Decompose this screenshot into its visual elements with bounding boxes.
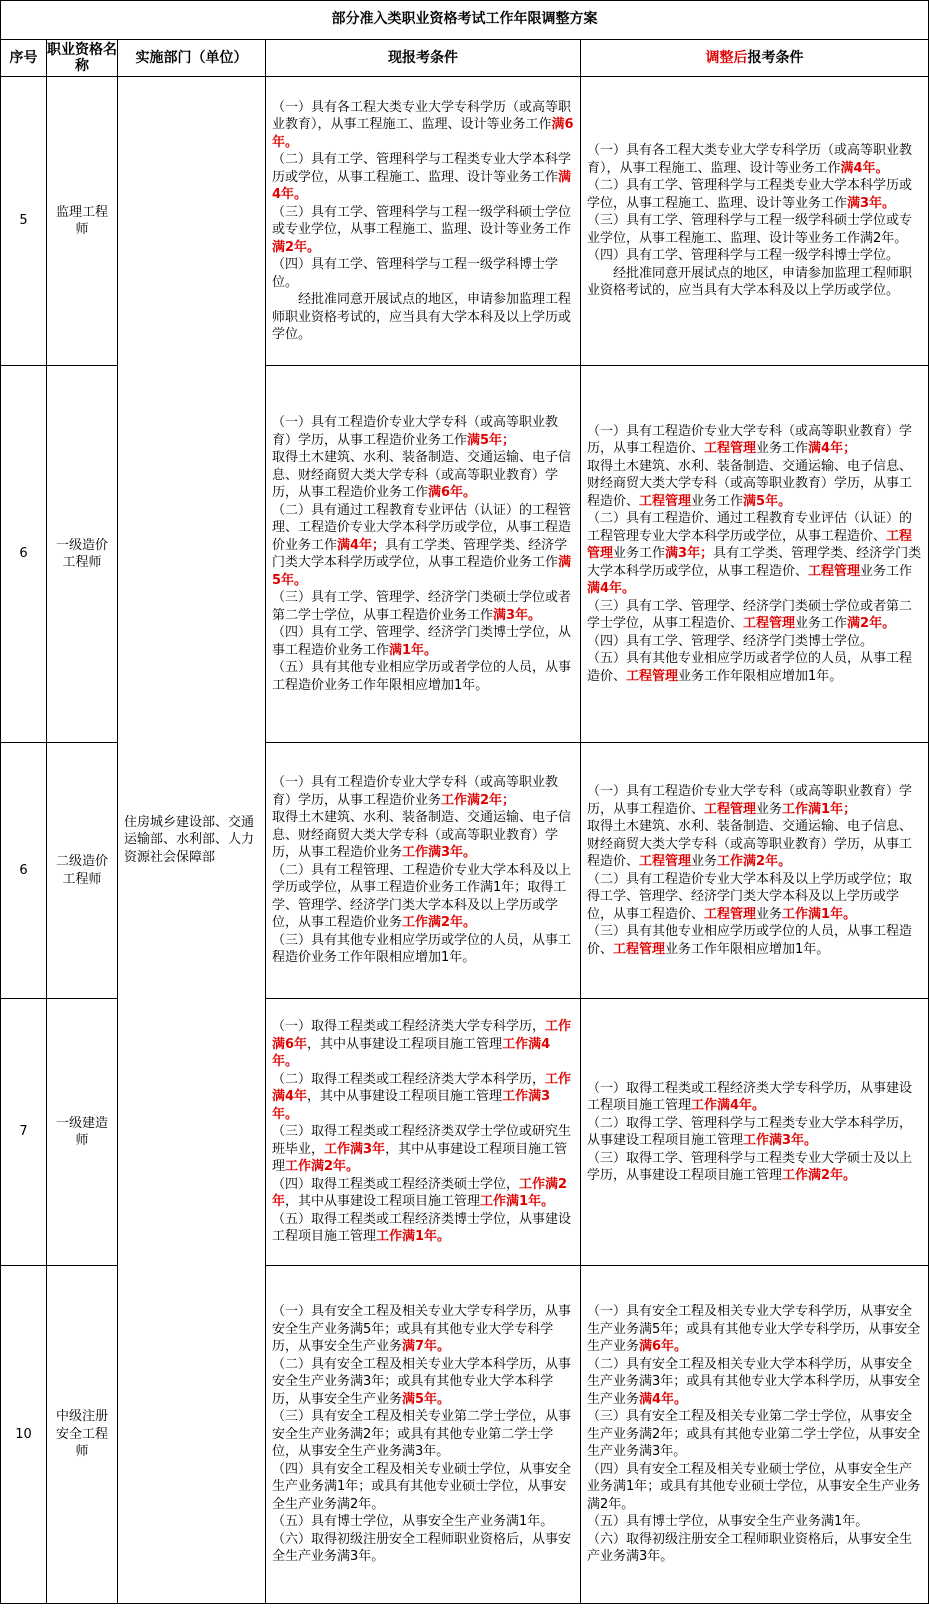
condition-item <box>272 1531 574 1566</box>
condition-item <box>272 449 574 502</box>
current-conditions <box>266 77 581 366</box>
highlighted-text: 工作满1年。 <box>782 906 857 922</box>
condition-text: （一）具有各工程大类专业大学专科学历（或高等职业教育），从事工程施工、监理、设计等业务工作 <box>272 99 572 132</box>
highlighted-text: 满2年。 <box>847 616 896 632</box>
condition-text: （四）取得工程类或工程经济类硕士学位， <box>272 1176 520 1192</box>
condition-text: （三）具有安全工程及相关专业第二学士学位，从事安全生产业务满2年；或具有其他专业第二学士学位，从事安全生产业务满3年。 <box>587 1409 921 1460</box>
highlighted-text: 工程管理 <box>639 493 692 509</box>
condition-item <box>272 1176 574 1211</box>
highlighted-text: 满4年。 <box>840 160 889 176</box>
condition-item <box>587 423 922 458</box>
highlighted-text: 工作满2年。 <box>717 854 792 869</box>
condition-text: 业务工作年限相应增加1年。 <box>678 668 843 684</box>
condition-text: （三）具有安全工程及相关专业第二学士学位，从事安全生产业务满2年；或具有其他专业第二学士学位，从事安全生产业务满3年。 <box>272 1409 572 1460</box>
condition-item <box>272 1303 574 1356</box>
condition-text: ，其中从事建设工程项目施工管理 <box>307 1036 503 1052</box>
condition-item <box>587 1115 922 1150</box>
row-number: 5 <box>1 77 47 366</box>
highlighted-text: 满4年； <box>808 441 857 457</box>
condition-item <box>272 151 574 204</box>
current-conditions <box>266 999 581 1266</box>
condition-text: （一）具有安全工程及相关专业大学专科学历，从事安全生产业务满5年；或具有其他专业大学专科学历，从事安全生产业务 <box>272 1304 572 1355</box>
condition-text: （五）具有其他专业相应学历或者学位的人员，从事工程造价业务工作年限相应增加1年。 <box>272 660 572 693</box>
header-current: 现报考条件 <box>266 40 581 77</box>
condition-text: （二）具有工程造价专业大学本科及以上学历或学位；取得工学、管理学、经济学门类大学本科及以上学历或学位，从事工程造价、 <box>587 871 913 922</box>
condition-item <box>587 923 922 958</box>
qualification-name: 中级注册安全工程师 <box>47 1266 118 1604</box>
condition-item <box>587 1080 922 1115</box>
condition-text: 具有工学类、管理学类、经济学门类大学本科学历或学位，从事工程造价业务工作 <box>272 537 568 570</box>
condition-text: 业务工作 <box>756 441 809 457</box>
condition-text: （三）具有工学、管理学、经济学门类硕士学位或者第二学士学位，从事工程造价业务工作 <box>272 590 572 623</box>
adjusted-conditions <box>581 366 929 743</box>
condition-item <box>272 1071 574 1124</box>
condition-item <box>272 1408 574 1461</box>
condition-text: （二）具有工学、管理科学与工程类专业大学本科学历或学位，从事工程施工、监理、设计等业务工作 <box>272 152 572 185</box>
highlighted-text: 工程管理 <box>704 906 757 922</box>
highlighted-text: 满2年。 <box>272 239 321 255</box>
highlighted-text: 工作满1年。 <box>376 1229 451 1245</box>
highlighted-text: 满4年。 <box>272 169 572 202</box>
condition-item <box>272 99 574 152</box>
condition-item <box>587 1461 922 1514</box>
current-conditions <box>266 366 581 743</box>
highlighted-text: 工作满1年。 <box>480 1194 555 1210</box>
header-dept: 实施部门（单位） <box>118 40 266 77</box>
condition-text: 业务 <box>756 801 783 817</box>
highlighted-text: 满5年。 <box>743 493 792 509</box>
condition-text: 经批准同意开展试点的地区，申请参加监理工程师职业资格考试的，应当具有大学本科及以上学历或学位。 <box>587 265 913 299</box>
condition-text: 业务工作年限相应增加1年。 <box>665 941 830 957</box>
condition-text: （四）具有安全工程及相关专业硕士学位，从事安全生产业务满1年；或具有其他专业硕士学位，从事安全生产业务满2年。 <box>272 1461 572 1512</box>
condition-text: （三）具有其他专业相应学历或学位的人员，从事工程造价、 <box>587 924 913 957</box>
header-seq: 序号 <box>1 40 47 77</box>
condition-text: （一）取得工程类或工程经济类大学专科学历， <box>272 1019 546 1035</box>
condition-text: ，其中从事建设工程项目施工管理 <box>307 1089 503 1105</box>
condition-text: 业务工作 <box>795 616 848 632</box>
highlighted-text: 满4年； <box>337 537 386 553</box>
condition-item <box>272 1211 574 1246</box>
condition-text: （一）具有安全工程及相关专业大学专科学历，从事安全生产业务满5年；或具有其他专业大学专科学历，从事安全生产业务 <box>587 1304 921 1355</box>
condition-text: （一）具有各工程大类专业大学专科学历（或高等职业教育），从事工程施工、监理、设计等业务工作 <box>587 143 913 176</box>
condition-text: （三）具有工学、管理科学与工程一级学科硕士学位或专业学位，从事工程施工、监理、设计等业务工作 <box>272 204 572 237</box>
highlighted-text: 工程管理 <box>613 941 666 957</box>
table-row <box>1 77 929 366</box>
condition-item <box>587 871 922 924</box>
highlighted-text: 满3年。 <box>493 607 542 623</box>
condition-item <box>272 1513 574 1531</box>
highlighted-text: 工作满1年； <box>782 801 857 817</box>
condition-text: 业务工作 <box>613 546 666 562</box>
condition-item <box>587 1531 922 1566</box>
condition-item <box>272 932 574 967</box>
condition-text: （五）取得工程类或工程经济类博士学位，从事建设工程项目施工管理 <box>272 1211 572 1245</box>
condition-text: （一）具有工程造价专业大学专科（或高等职业教育）学历，从事工程造价、 <box>587 784 913 817</box>
header-adjusted <box>581 40 929 77</box>
highlighted-text: 工程管理 <box>639 854 692 869</box>
highlighted-text: 满5年； <box>467 432 516 448</box>
condition-text: （一）取得工程类或工程经济类大学专科学历，从事建设工程项目施工管理 <box>587 1080 913 1113</box>
condition-text: （四）具有安全工程及相关专业硕士学位，从事安全生产业务满1年；或具有其他专业硕士学位，从事安全生产业务满2年。 <box>587 1461 921 1512</box>
condition-text: 取得土木建筑、水利、装备制造、交通运输、电子信息、财经商贸大类大学专科（或高等职业教育）学历，从事工程造价业务 <box>272 810 572 861</box>
condition-item <box>587 510 922 598</box>
highlighted-text: 工程管理 <box>587 528 913 562</box>
highlighted-text: 工作满4年 <box>272 1071 572 1105</box>
condition-item <box>272 291 574 344</box>
highlighted-text: 工作满2年。 <box>285 1159 360 1175</box>
qualification-name: 监理工程师 <box>47 77 118 366</box>
condition-item <box>587 458 922 511</box>
table-title: 部分准入类职业资格考试工作年限调整方案 <box>1 1 929 40</box>
condition-text: （四）具有工学、管理学、经济学门类博士学位。 <box>587 633 874 649</box>
condition-text: 经批准同意开展试点的地区，申请参加监理工程师职业资格考试的，应当具有大学本科及以上学历或学位。 <box>272 292 572 342</box>
condition-item <box>272 589 574 624</box>
condition-text: ，其中从事建设工程项目施工管理 <box>272 1141 568 1175</box>
header-adjusted-highlight: 调整后 <box>705 50 748 66</box>
condition-text: 业务工作 <box>860 563 913 579</box>
qualification-name: 一级建造师 <box>47 999 118 1266</box>
row-number: 6 <box>1 366 47 743</box>
condition-text: 具有工学类、管理学类、经济学门类大学本科学历或学位，从事工程造价、 <box>587 546 922 579</box>
condition-text: （六）取得初级注册安全工程师职业资格后，从事安全生产业务满3年。 <box>587 1531 913 1565</box>
condition-item <box>587 247 922 265</box>
condition-item <box>587 1513 922 1531</box>
highlighted-text: 满4年。 <box>587 581 636 597</box>
row-number: 10 <box>1 1266 47 1604</box>
condition-text: （三）取得工程类或工程经济类双学士学位或研究生班毕业， <box>272 1124 572 1157</box>
condition-text: （五）具有博士学位，从事安全生产业务满1年。 <box>272 1514 554 1530</box>
condition-item <box>272 204 574 257</box>
highlighted-text: 工作满4年。 <box>691 1098 766 1113</box>
condition-text: （二）具有安全工程及相关专业大学本科学历，从事安全生产业务满3年；或具有其他专业大学本科学历，从事安全生产业务 <box>587 1356 921 1407</box>
highlighted-text: 工作满3年。 <box>402 845 477 861</box>
condition-text: 取得土木建筑、水利、装备制造、交通运输、电子信息、财经商贸大类大学专科（或高等职业教育）学历，从事工程造价、 <box>587 458 913 509</box>
condition-item <box>272 414 574 449</box>
highlighted-text: 满3年。 <box>847 195 896 211</box>
highlighted-text: 满3年； <box>665 546 714 562</box>
adjusted-conditions <box>581 1266 929 1604</box>
highlighted-text: 满6年。 <box>272 117 574 150</box>
highlighted-text: 工作满3年。 <box>743 1133 818 1148</box>
condition-text: （四）具有工学、管理学、经济学门类博士学位，从事工程造价业务工作 <box>272 625 572 658</box>
qualification-name: 二级造价工程师 <box>47 743 118 999</box>
condition-text: （六）取得初级注册安全工程师职业资格后，从事安全生产业务满3年。 <box>272 1531 572 1565</box>
highlighted-text: 满1年。 <box>389 642 438 658</box>
highlighted-text: 满6年。 <box>639 1339 688 1355</box>
condition-text: （二）具有安全工程及相关专业大学本科学历，从事安全生产业务满3年；或具有其他专业大学本科学历，从事安全生产业务 <box>272 1356 572 1407</box>
condition-text: （一）具有工程造价专业大学专科（或高等职业教育）学历，从事工程造价业务工作 <box>272 415 559 448</box>
highlighted-text: 工作满3年 <box>324 1141 386 1157</box>
condition-item <box>587 598 922 633</box>
condition-text: （四）具有工学、管理科学与工程一级学科博士学位。 <box>272 257 559 290</box>
condition-item <box>272 774 574 809</box>
condition-item <box>272 1356 574 1409</box>
condition-text: （二）具有通过工程教育专业评估（认证）的工程管理、工程造价专业大学本科学历或学位，从事工程造价业务工作 <box>272 502 572 553</box>
highlighted-text: 满5年。 <box>402 1391 451 1407</box>
highlighted-text: 满6年。 <box>428 485 477 500</box>
condition-text: （三）具有其他专业相应学历或学位的人员，从事工程造价业务工作年限相应增加1年。 <box>272 932 572 966</box>
condition-text: 取得土木建筑、水利、装备制造、交通运输、电子信息、财经商贸大类大学专科（或高等职业教育）学历，从事工程造价业务工作 <box>272 450 572 500</box>
condition-item <box>587 1150 922 1185</box>
condition-item <box>272 659 574 694</box>
condition-item <box>587 650 922 685</box>
condition-text: （三）具有工学、管理科学与工程一级学科硕士学位或专业学位，从事工程施工、监理、设计等业务工作满2年。 <box>587 213 913 246</box>
condition-text: （二）取得工程类或工程经济类大学本科学历， <box>272 1071 546 1087</box>
highlighted-text: 工作满4年。 <box>272 1036 551 1070</box>
condition-item <box>587 177 922 212</box>
condition-text: （一）具有工程造价专业大学专科（或高等职业教育）学历，从事工程造价业务 <box>272 775 559 808</box>
condition-text: 业务工作 <box>691 493 744 509</box>
condition-text: （五）具有博士学位，从事安全生产业务满1年。 <box>587 1514 869 1530</box>
condition-item <box>587 1303 922 1356</box>
highlighted-text: 满4年。 <box>639 1391 688 1407</box>
condition-text: ，其中从事建设工程项目施工管理 <box>285 1194 481 1210</box>
condition-item <box>272 624 574 659</box>
condition-item <box>587 212 922 247</box>
condition-text: 取得土木建筑、水利、装备制造、交通运输、电子信息、财经商贸大类大学专科（或高等职业教育）学历，从事工程造价、 <box>587 819 913 869</box>
highlighted-text: 满7年。 <box>402 1339 451 1355</box>
condition-item <box>272 1123 574 1176</box>
current-conditions <box>266 743 581 999</box>
condition-item <box>272 1461 574 1514</box>
condition-text: （二）具有工程管理、工程造价专业大学本科及以上学历或学位，从事工程造价业务工作满1年；取得工学、管理学、经济学门类大学本科及以上学历或学位，从事工程造价业务 <box>272 862 572 931</box>
highlighted-text: 工程管理 <box>626 668 679 684</box>
condition-item <box>587 818 922 871</box>
condition-item <box>587 142 922 177</box>
highlighted-text: 工作满2年。 <box>782 1168 857 1183</box>
highlighted-text: 满5年。 <box>272 555 572 588</box>
condition-text: （一）具有工程造价专业大学专科（或高等职业教育）学历，从事工程造价、 <box>587 423 913 457</box>
current-conditions <box>266 1266 581 1604</box>
highlighted-text: 工程管理 <box>808 563 861 579</box>
condition-text: （五）具有其他专业相应学历或者学位的人员，从事工程造价、 <box>587 651 913 684</box>
condition-text: （二）取得工学、管理科学与工程类专业大学本科学历，从事建设工程项目施工管理 <box>587 1115 913 1148</box>
condition-text: （四）具有工学、管理科学与工程一级学科博士学位。 <box>587 248 900 264</box>
condition-item <box>587 1356 922 1409</box>
highlighted-text: 工作满3年。 <box>272 1089 551 1122</box>
highlighted-text: 工程管理 <box>704 801 757 817</box>
highlighted-text: 工程管理 <box>743 616 796 632</box>
condition-text: （二）具有工程造价、通过工程教育专业评估（认证）的工程管理专业大学本科学历或学位，从事工程造价、 <box>587 511 913 544</box>
condition-text: （二）具有工学、管理科学与工程类专业大学本科学历或学位，从事工程施工、监理、设计等业务工作 <box>587 178 913 211</box>
condition-item <box>272 862 574 932</box>
condition-item <box>587 265 922 300</box>
condition-item <box>587 1408 922 1461</box>
condition-item <box>272 809 574 862</box>
condition-item <box>272 502 574 590</box>
department-cell: 住房城乡建设部、交通运输部、水利部、人力资源社会保障部 <box>118 77 266 1604</box>
condition-item <box>272 1018 574 1071</box>
condition-item <box>587 633 922 651</box>
highlighted-text: 工作满2年； <box>441 792 516 808</box>
highlighted-text: 工作满2年。 <box>402 915 477 931</box>
highlighted-text: 工作满2年 <box>272 1176 568 1210</box>
row-number: 6 <box>1 743 47 999</box>
header-qualification: 职业资格名称 <box>47 40 118 77</box>
adjusted-conditions <box>581 999 929 1266</box>
highlighted-text: 工程管理 <box>704 441 757 457</box>
condition-text: 业务 <box>756 906 783 922</box>
condition-item <box>587 783 922 818</box>
condition-text: 业务 <box>691 854 718 869</box>
adjusted-conditions <box>581 743 929 999</box>
highlighted-text: 工作满6年 <box>272 1019 572 1052</box>
condition-text: （三）取得工学、管理科学与工程类专业大学硕士及以上学历，从事建设工程项目施工管理 <box>587 1150 913 1183</box>
condition-item <box>272 256 574 291</box>
condition-text: （三）具有工学、管理学、经济学门类硕士学位或者第二学士学位，从事工程造价、 <box>587 598 913 632</box>
header-adjusted-rest: 报考条件 <box>747 50 804 66</box>
qualification-name: 一级造价工程师 <box>47 366 118 743</box>
row-number: 7 <box>1 999 47 1266</box>
adjusted-conditions <box>581 77 929 366</box>
